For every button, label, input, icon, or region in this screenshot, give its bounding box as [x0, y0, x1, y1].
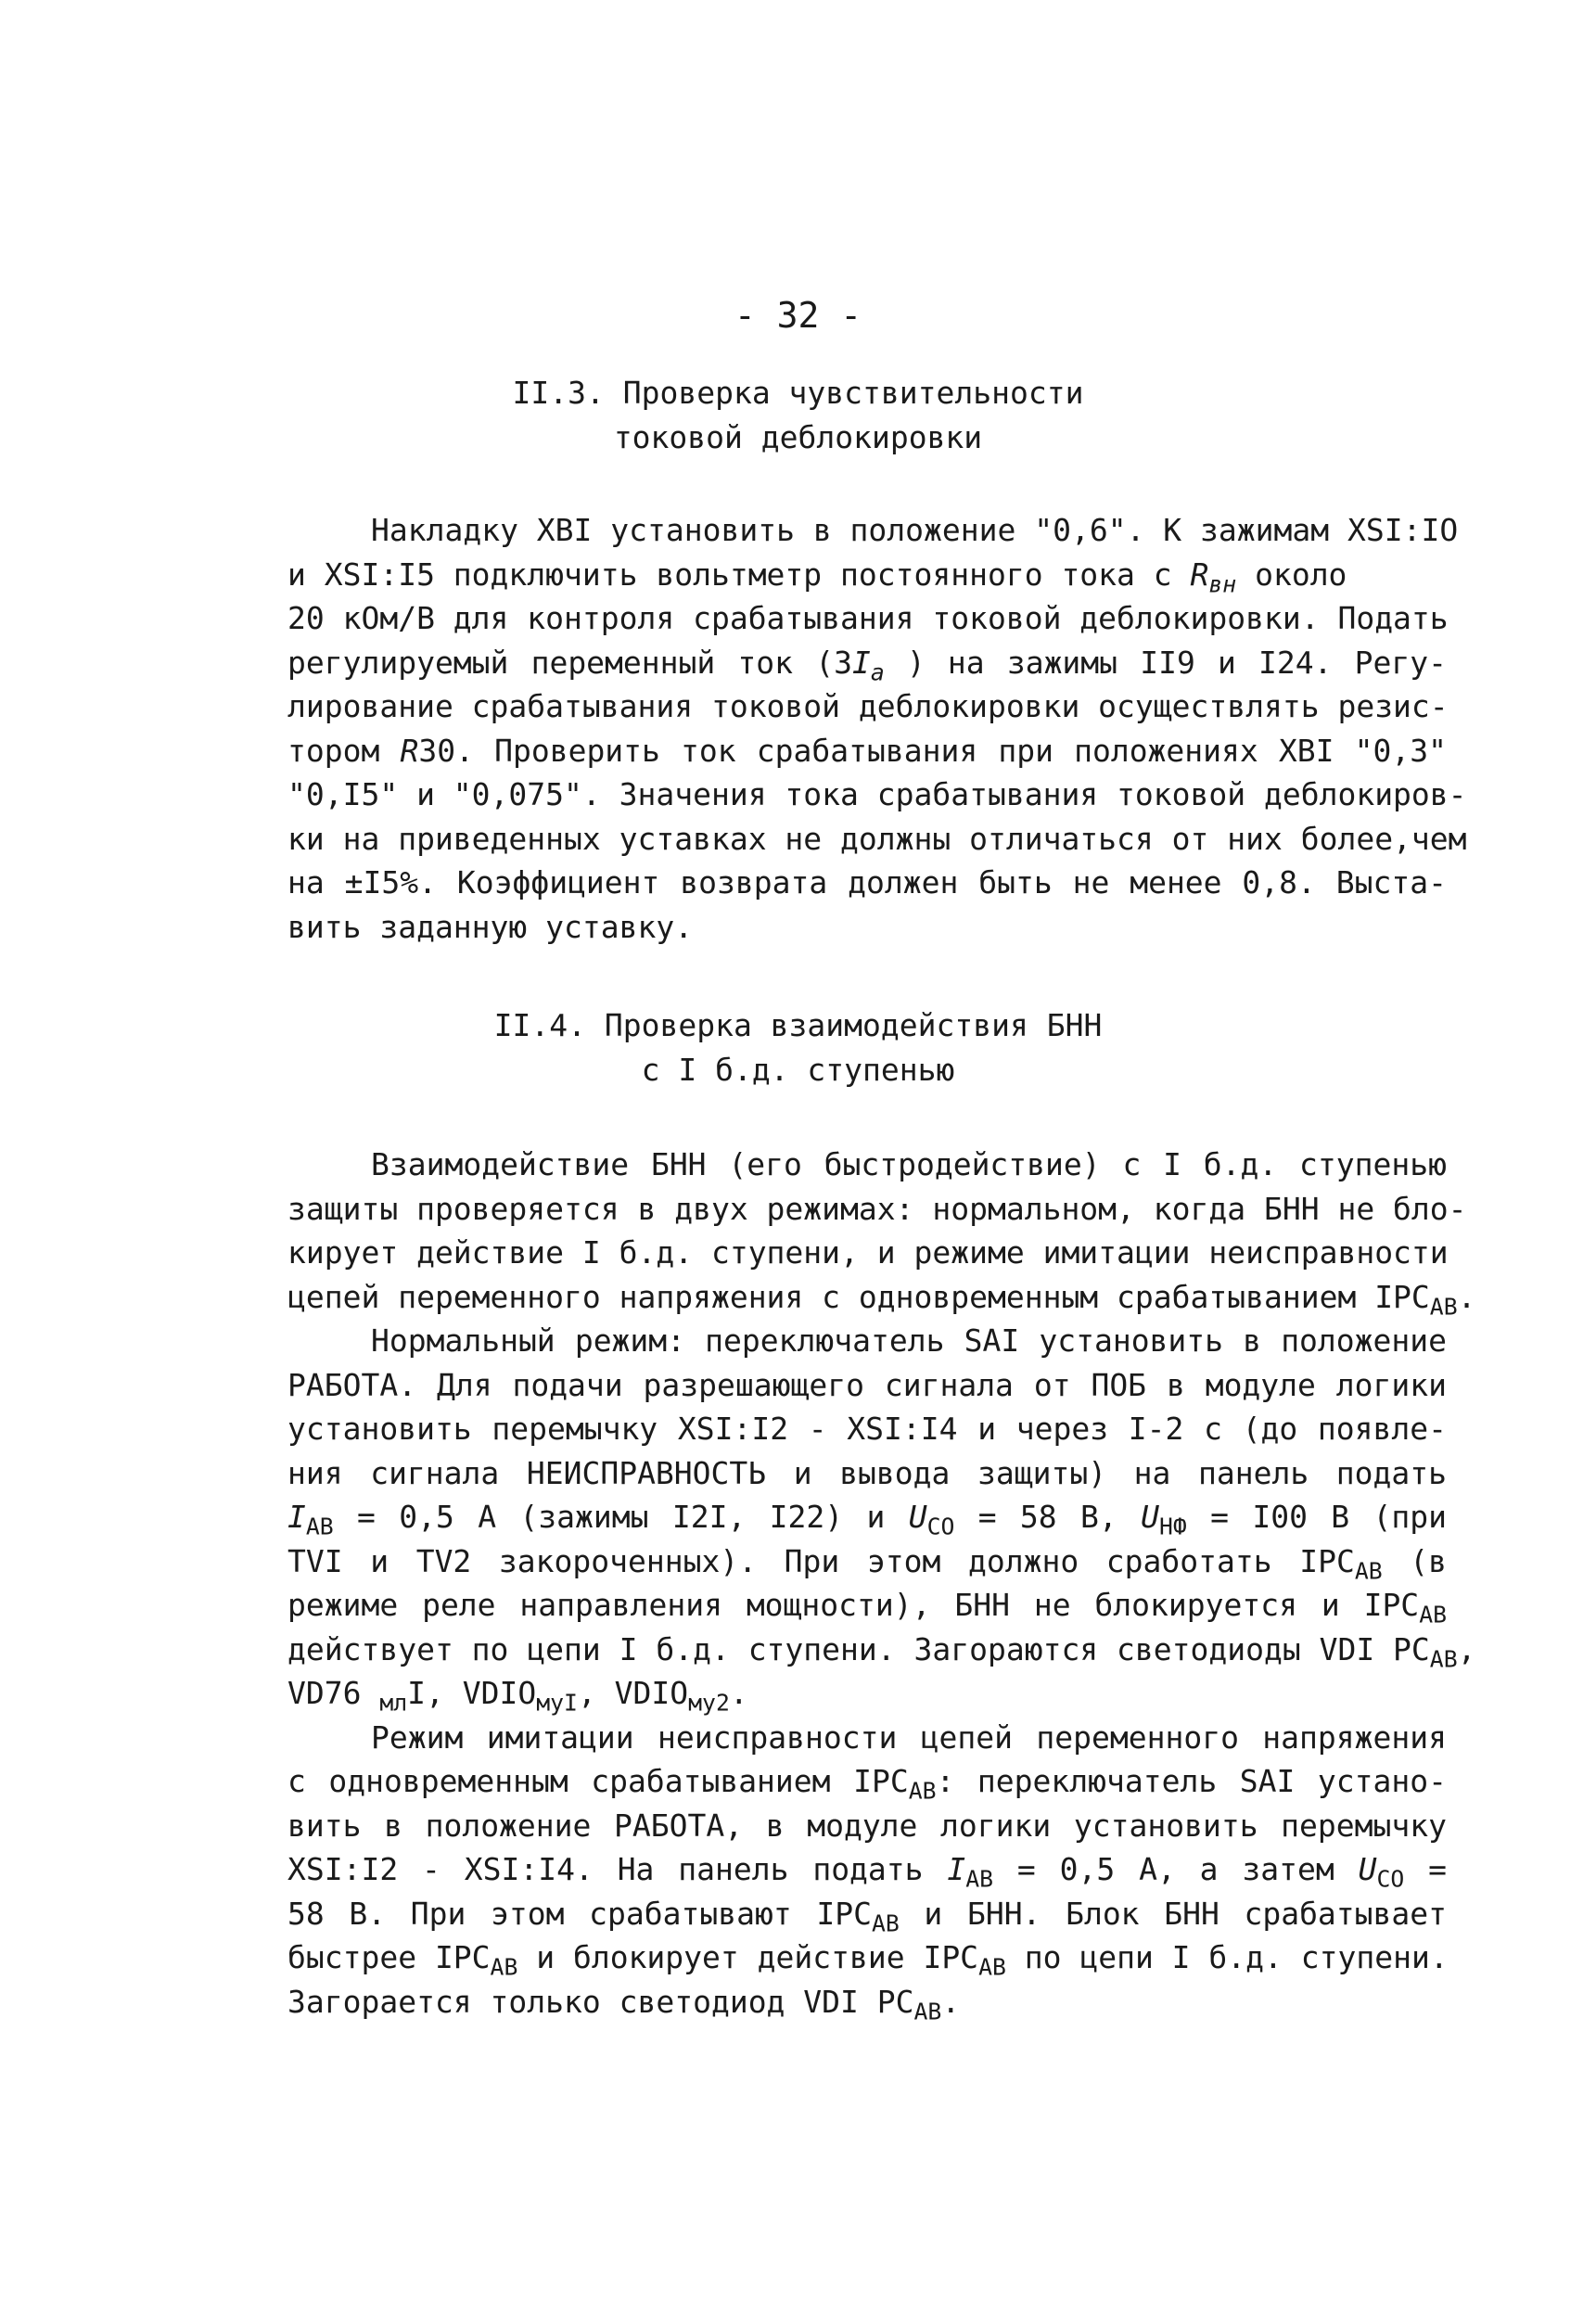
text-segment: = 0,5 А (зажимы I2I, I22) и: [333, 1499, 909, 1535]
section-heading-11-3: [0, 371, 1596, 460]
text-segment: .: [941, 1983, 961, 2020]
text-segment: лирование срабатывания токовой деблокировки осуществлять резис-: [287, 688, 1449, 724]
section-title-line: II.4. Проверка взаимодействия БНН: [493, 1007, 1103, 1043]
text-segment: = I00 В (при: [1186, 1499, 1447, 1535]
text-segment: 30. Проверить ток срабатывания при положениях XBI "0,3": [418, 732, 1447, 769]
text-line: [287, 905, 1447, 949]
text-segment: Нормальный режим: переключатель SAI установить в положение: [371, 1322, 1447, 1359]
text-line: [287, 1583, 1447, 1627]
text-line: [287, 1759, 1447, 1803]
text-segment: установить перемычку XSI:I2 - XSI:I4 и через I-2 с (до появле-: [287, 1411, 1447, 1447]
subscript: мл: [379, 1689, 408, 1717]
subscript: AB: [965, 1865, 994, 1893]
text-segment: вить заданную уставку.: [287, 908, 694, 945]
text-segment: 58 В. При этом срабатывают IPC: [287, 1895, 872, 1932]
text-segment: Режим имитации неисправности цепей переменного напряжения: [371, 1718, 1447, 1756]
text-line: [287, 1451, 1447, 1495]
text-segment: и блокирует действие IPC: [517, 1939, 979, 1975]
text-segment: ки на приведенных уставках не должны отличаться от них более,чем: [287, 820, 1467, 857]
text-segment: ) на зажимы II9 и I24. Регу-: [884, 644, 1447, 681]
subscript: CO: [1376, 1865, 1405, 1893]
text-segment: U: [1358, 1851, 1377, 1887]
text-segment: = 58 В,: [954, 1499, 1142, 1535]
text-segment: U: [908, 1499, 927, 1535]
text-line: [287, 1187, 1467, 1231]
text-segment: регулируемый переменный ток (3: [287, 644, 852, 681]
text-segment: и БНН. Блок БНН срабатывает: [899, 1895, 1448, 1932]
section-title-line: токовой деблокировки: [613, 419, 983, 455]
text-line: [287, 1275, 1476, 1320]
text-line: [287, 773, 1467, 816]
text-line: [371, 1716, 1447, 1759]
text-line: [287, 684, 1447, 728]
text-segment: Загорается только светодиод VDI PC: [287, 1983, 914, 2020]
subscript: мyI: [536, 1689, 578, 1717]
text-segment: кирует действие I б.д. ступени, и режиме имитации неисправности: [287, 1234, 1449, 1271]
text-line: [287, 1892, 1447, 1935]
text-segment: около: [1236, 556, 1347, 593]
text-line: [371, 1319, 1447, 1362]
subscript: вн: [1208, 569, 1237, 597]
text-segment: и XSI:I5 подключить вольтметр постоянного тока с: [287, 556, 1191, 593]
section-title-line: с I б.д. ступенью: [641, 1052, 955, 1088]
text-segment: быстрее IPC: [287, 1939, 491, 1975]
text-line: [371, 1143, 1447, 1186]
text-line: [287, 817, 1467, 861]
text-line: [287, 1980, 1447, 2024]
text-segment: защиты проверяется в двух режимах: нормальном, когда БНН не бло-: [287, 1190, 1467, 1227]
text-line: [287, 1363, 1447, 1407]
text-segment: с одновременным срабатыванием IPC: [287, 1763, 909, 1799]
text-segment: по цепи I б.д. ступени.: [1005, 1939, 1449, 1975]
subscript: a: [870, 658, 885, 685]
text-line: [287, 1628, 1476, 1672]
section-heading-11-4: [0, 1003, 1596, 1092]
subscript: CO: [926, 1513, 955, 1540]
subscript: AB: [871, 1909, 900, 1936]
text-line: [287, 596, 1447, 640]
text-segment: TVI и TV2 закороченных). При этом должно сработать IPC: [287, 1542, 1355, 1579]
text-line: [287, 861, 1447, 904]
page-number: - 32 -: [734, 295, 862, 336]
text-segment: I: [947, 1851, 966, 1887]
text-line: [287, 1804, 1447, 1847]
text-segment: R: [1190, 556, 1209, 593]
subscript: AB: [305, 1513, 334, 1540]
text-segment: I: [851, 644, 871, 681]
text-segment: , VDIO: [577, 1675, 689, 1711]
text-line: [287, 1847, 1447, 1891]
text-segment: режиме реле направления мощности), БНН не блокируется и IPC: [287, 1587, 1420, 1623]
text-segment: I: [287, 1499, 306, 1535]
text-segment: "0,I5" и "0,075". Значения тока срабатывания токовой деблокиров-: [287, 776, 1467, 812]
text-segment: Взаимодействие БНН (его быстродействие) с I б.д. ступенью: [371, 1146, 1447, 1182]
text-line: [371, 508, 1459, 552]
subscript: AB: [1429, 1292, 1458, 1320]
text-segment: ния сигнала НЕИСПРАВНОСТЬ и вывода защиты) на панель подать: [287, 1454, 1447, 1491]
text-segment: на ±I5%. Коэффициент возврата должен быть не менее 0,8. Выста-: [287, 864, 1447, 901]
text-segment: тором: [287, 732, 401, 769]
text-segment: (в: [1382, 1542, 1447, 1579]
text-segment: .: [729, 1675, 748, 1711]
text-line: [287, 1671, 1447, 1715]
text-segment: 20 кОм/В для контроля срабатывания токовой деблокировки. Подать: [287, 600, 1449, 636]
text-segment: U: [1141, 1499, 1159, 1535]
subscript: AB: [1354, 1556, 1383, 1584]
text-line: [287, 1407, 1447, 1450]
text-segment: действует по цепи I б.д. ступени. Загораются светодиоды VDI PC: [287, 1630, 1430, 1667]
subscript: AB: [908, 1777, 937, 1805]
subscript: AB: [1429, 1644, 1458, 1672]
section-title-line: II.3. Проверка чувствительности: [512, 375, 1084, 411]
subscript: AB: [913, 1997, 942, 2025]
text-line: [287, 553, 1447, 596]
text-segment: I, VDIO: [407, 1675, 537, 1711]
subscript: мy2: [688, 1689, 730, 1717]
text-line: [287, 1495, 1447, 1539]
text-segment: ,: [1457, 1630, 1476, 1667]
text-segment: .: [1457, 1278, 1476, 1315]
text-segment: VD76: [287, 1675, 380, 1711]
subscript: AB: [1419, 1601, 1447, 1629]
subscript: AB: [490, 1953, 518, 1981]
text-segment: Накладку XBI установить в положение "0,6". К зажимам XSI:IO: [371, 512, 1459, 548]
text-segment: R: [400, 732, 419, 769]
text-segment: : переключатель SAI устано-: [936, 1763, 1447, 1799]
text-segment: = 0,5 А, а затем: [993, 1851, 1359, 1887]
subscript: AB: [978, 1953, 1006, 1981]
text-segment: =: [1404, 1851, 1447, 1887]
text-line: [287, 641, 1447, 684]
text-line: [287, 729, 1447, 773]
text-segment: XSI:I2 - XSI:I4. На панель подать: [287, 1851, 948, 1887]
text-line: [287, 1539, 1447, 1583]
text-segment: цепей переменного напряжения с одновременным срабатыванием IPC: [287, 1278, 1430, 1315]
text-line: [287, 1935, 1447, 1979]
text-line: [287, 1231, 1447, 1274]
subscript: НФ: [1158, 1513, 1187, 1540]
text-segment: РАБОТА. Для подачи разрешающего сигнала от ПОБ в модуле логики: [287, 1366, 1447, 1403]
text-segment: вить в положение РАБОТА, в модуле логики установить перемычку: [287, 1807, 1447, 1844]
